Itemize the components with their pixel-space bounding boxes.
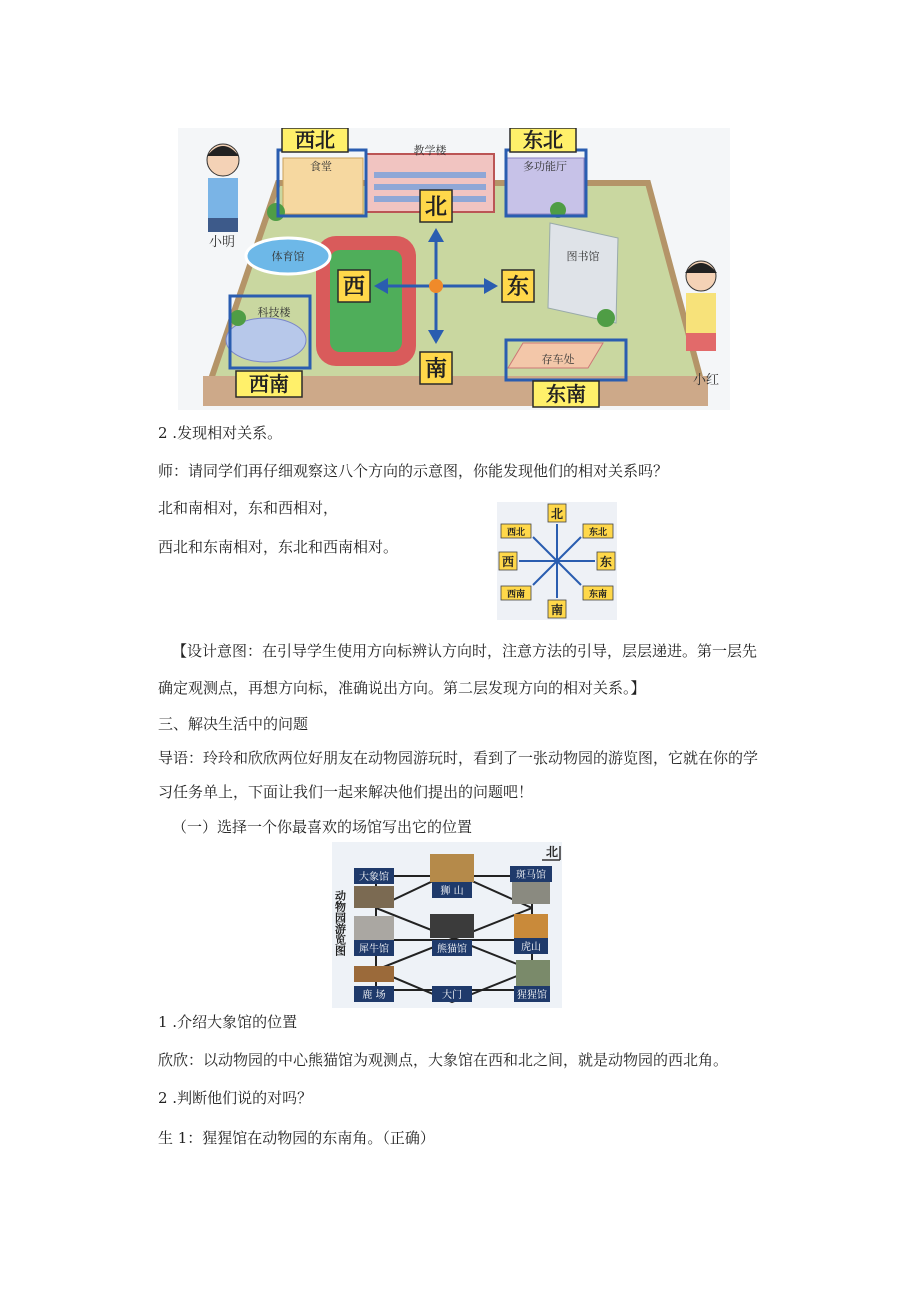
relation-line-2: 西北和东南相对，东北和西南相对。 — [158, 538, 399, 556]
label-teaching: 教学楼 — [413, 144, 447, 157]
section2-title: 2 .发现相对关系。 — [158, 424, 283, 442]
zoo-elephant: 大象馆 — [359, 872, 389, 883]
compass-se: 东南 — [588, 590, 608, 600]
item-1: 1 .介绍大象馆的位置 — [158, 1013, 298, 1031]
zoo-ape: 猩猩馆 — [517, 990, 547, 1001]
compass-sw: 西南 — [506, 590, 526, 600]
zoo-panda: 熊猫馆 — [437, 944, 467, 955]
corner-nw: 西北 — [295, 128, 335, 152]
zoo-north: 北 — [545, 845, 559, 859]
compass-s: 南 — [550, 603, 564, 617]
zoo-zebra: 斑马馆 — [516, 870, 546, 881]
corner-sw: 西南 — [249, 372, 289, 396]
label-multi: 多功能厅 — [523, 160, 567, 173]
dir-north: 北 — [424, 195, 448, 220]
zoo-gate: 大门 — [442, 990, 462, 1001]
girl-figure — [685, 261, 717, 351]
section3-title: 三、解决生活中的问题 — [158, 715, 309, 733]
boy-figure — [207, 144, 239, 232]
zoo-tiger: 虎山 — [521, 942, 541, 953]
label-tech: 科技楼 — [257, 306, 291, 319]
teacher-question: 师：请同学们再仔细观察这八个方向的示意图，你能发现他们的相对关系吗？ — [158, 462, 669, 480]
label-library: 图书馆 — [566, 250, 600, 263]
label-canteen: 食堂 — [310, 160, 332, 173]
label-parking: 存车处 — [541, 353, 575, 366]
campus-map-figure — [178, 128, 730, 410]
compass-n: 北 — [550, 507, 564, 521]
dir-south: 南 — [424, 357, 448, 382]
xinxin-statement: 欣欣：以动物园的中心熊猫馆为观测点，大象馆在西和北之间，就是动物园的西北角。 — [158, 1051, 729, 1069]
compass-diagram — [497, 502, 617, 620]
item-2: 2 .判断他们说的对吗？ — [158, 1089, 313, 1107]
design-intent-1: 【设计意图：在引导学生使用方向标辨认方向时，注意方法的引导，层层递进。第一层先 — [172, 642, 758, 660]
zoo-title: 动物园游览图 — [333, 890, 347, 956]
student-1-answer: 生 1：猩猩馆在动物园的东南角。（正确） — [158, 1129, 435, 1147]
compass-w: 西 — [501, 555, 515, 569]
label-girl: 小红 — [692, 373, 720, 388]
zoo-map-figure — [332, 842, 562, 1008]
intro-line-1: 导语：玲玲和欣欣两位好朋友在动物园游玩时，看到了一张动物园的游览图，它就在你的学 — [158, 749, 759, 767]
zoo-deer: 鹿 场 — [362, 990, 386, 1001]
compass-nw: 西北 — [506, 528, 526, 538]
compass-ne: 东北 — [588, 528, 608, 538]
corner-ne: 东北 — [523, 128, 563, 152]
relation-line-1: 北和南相对，东和西相对， — [158, 499, 339, 517]
zoo-lion: 狮 山 — [440, 886, 464, 897]
design-intent-2: 确定观测点，再想方向标，准确说出方向。第二层发现方向的相对关系。】 — [158, 679, 646, 697]
dir-east: 东 — [506, 275, 530, 300]
subsection-1: （一）选择一个你最喜欢的场馆写出它的位置 — [172, 818, 473, 836]
label-boy: 小明 — [208, 235, 236, 250]
compass-e: 东 — [599, 555, 613, 569]
zoo-rhino: 犀牛馆 — [359, 944, 389, 955]
label-gym: 体育馆 — [271, 250, 305, 263]
corner-se: 东南 — [546, 382, 586, 406]
dir-west: 西 — [342, 275, 366, 300]
intro-line-2: 习任务单上，下面让我们一起来解决他们提出的问题吧！ — [158, 783, 534, 801]
